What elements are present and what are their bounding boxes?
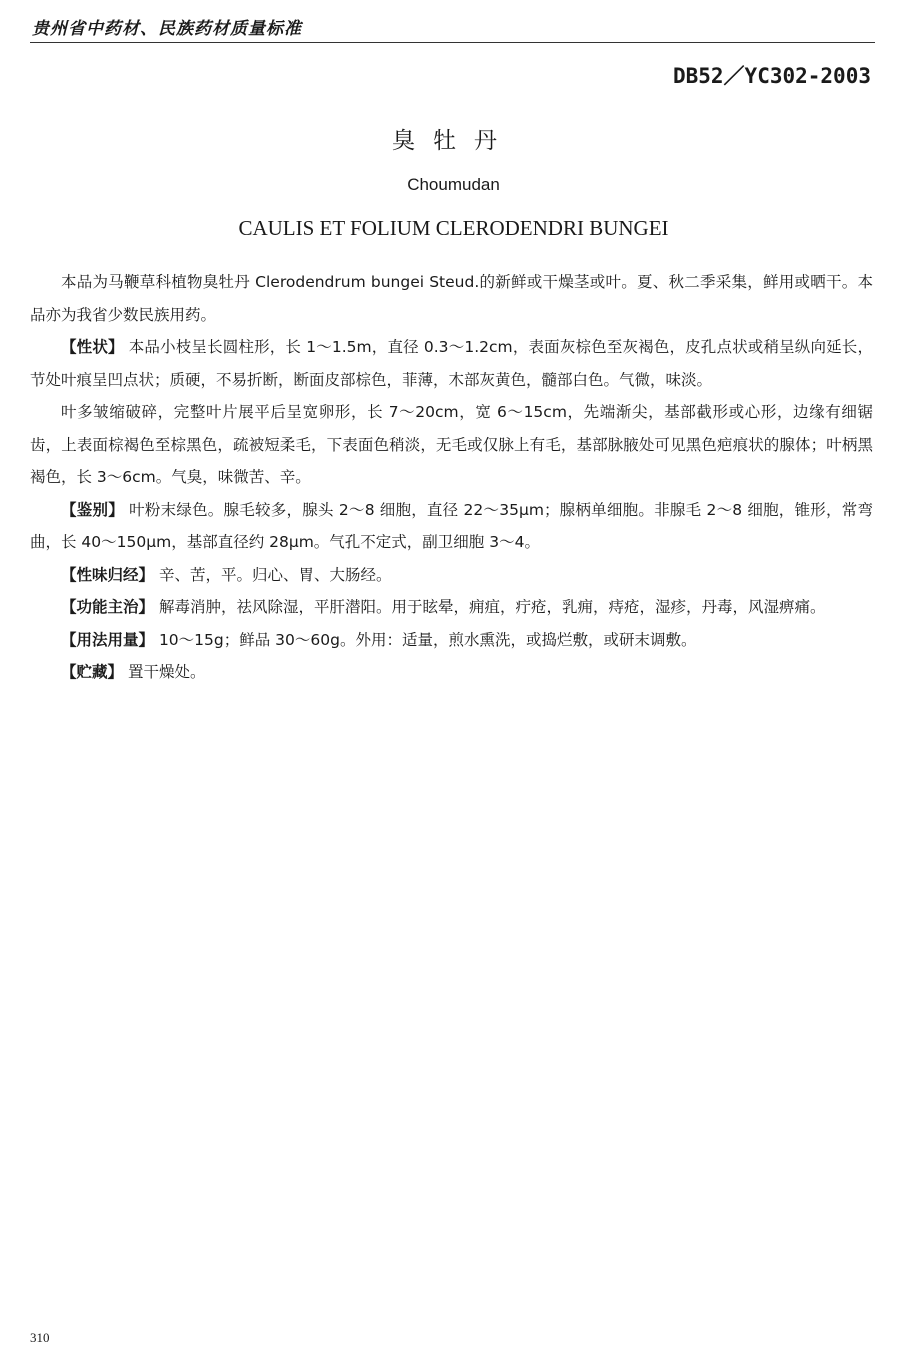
paragraph-label: 【功能主治】 (61, 598, 155, 616)
paragraph-source (30, 266, 873, 331)
paragraph-text: 10～15g；鲜品 30～60g。外用：适量，煎水熏洗，或捣烂敷，或研末调敷。 (154, 630, 697, 649)
paragraph-identification (30, 494, 873, 559)
paragraph-property-meridian (30, 559, 873, 592)
paragraph-text: 本品小枝呈长圆柱形，长 1～1.5m，直径 0.3～1.2cm，表面灰棕色至灰褐色，皮孔点状或稍呈纵向延长，节处叶痕呈凹点状；质硬，不易折断，断面皮部棕色，菲薄，木部灰黄色，髓部白色。气微，味淡。 (30, 338, 873, 389)
paragraph-usage-dosage (30, 624, 873, 657)
paragraph-text: 本品为马鞭草科植物臭牡丹 Clerodendrum bungei Steud.的新鲜或干燥茎或叶。夏、秋二季采集，鲜用或晒干。本品亦为我省少数民族用药。 (30, 273, 873, 324)
monograph-title-pinyin: Choumudan (407, 175, 500, 194)
paragraph-storage (30, 656, 873, 689)
paragraph-text: 辛、苦，平。归心、胃、大肠经。 (154, 565, 392, 584)
paragraph-text: 叶粉末绿色。腺毛较多，腺头 2～8 细胞，直径 22～35μm；腺柄单细胞。非腺毛 2～8 细胞，锥形，常弯曲，长 40～150μm，基部直径约 28μm。气孔不定式，副卫细胞 3～4。 (30, 500, 873, 551)
paragraph-label: 【性状】 (61, 338, 124, 356)
running-header (30, 12, 875, 43)
paragraph-label: 【鉴别】 (61, 500, 124, 519)
monograph-title-chinese: 臭牡丹 (392, 128, 515, 154)
monograph-title-latin: CAULIS ET FOLIUM CLERODENDRI BUNGEI (238, 216, 669, 240)
paragraph-leaf-description (30, 396, 873, 494)
paragraph-functions-indications (30, 591, 873, 624)
page-number: 310 (30, 1330, 50, 1345)
paragraph-description (30, 331, 873, 396)
paragraph-text: 解毒消肿，祛风除湿，平肝潜阳。用于眩晕，痈疽，疔疮，乳痈，痔疮，湿疹，丹毒，风湿痹痛。 (154, 598, 826, 616)
paragraph-label: 【贮藏】 (61, 663, 124, 681)
paragraph-text: 置干燥处。 (123, 663, 206, 681)
header-title: 贵州省中药材、民族药材质量标准 (32, 19, 302, 39)
standard-code: DB52／YC302-2003 (672, 64, 871, 88)
paragraph-label: 【性味归经】 (61, 565, 155, 584)
monograph-body (30, 266, 873, 689)
paragraph-label: 【用法用量】 (61, 630, 155, 649)
paragraph-text: 叶多皱缩破碎，完整叶片展平后呈宽卵形，长 7～20cm，宽 6～15cm，先端渐尖，基部截形或心形，边缘有细锯齿，上表面棕褐色至棕黑色，疏被短柔毛，下表面色稍淡，无毛或仅脉上有毛，基部脉腋处可见黑色疤痕状的腺体；叶柄黑褐色，长 3～6cm。气臭，味微苦、辛。 (30, 403, 873, 486)
